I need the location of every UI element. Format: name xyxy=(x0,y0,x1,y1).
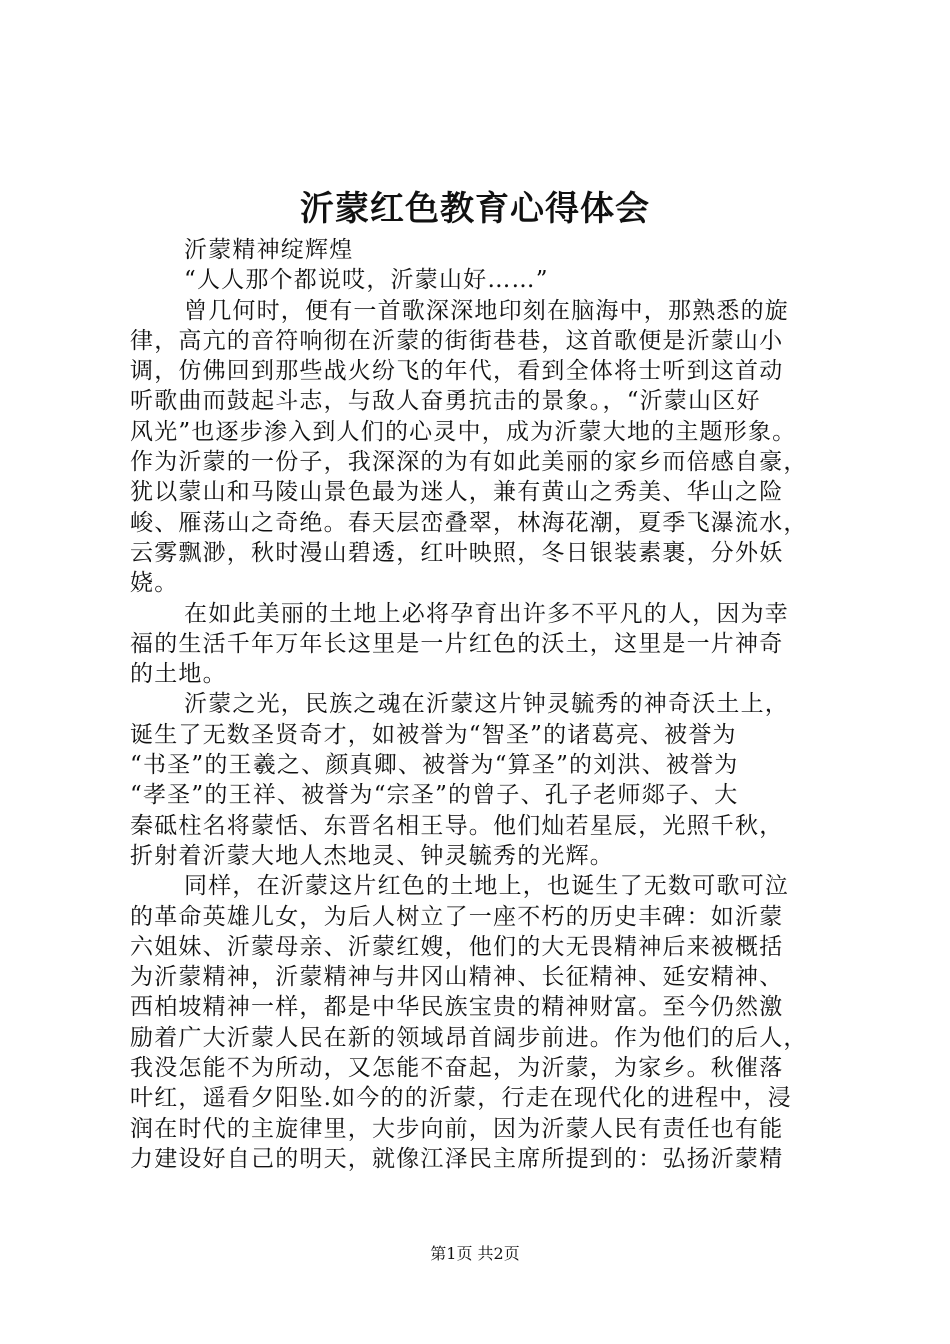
text-line: “孝圣”的王祥、被誉为“宗圣”的曾子、孔子老师郯子、大 xyxy=(130,782,739,809)
text-line: 励着广大沂蒙人民在新的领域昂首阔步前进。作为他们的后人， xyxy=(130,1024,808,1051)
text-line: 力建设好自己的明天，就像江泽民主席所提到的：弘扬沂蒙精 xyxy=(130,1145,784,1172)
text-line: 折射着沂蒙大地人杰地灵、钟灵毓秀的光辉。 xyxy=(130,842,614,869)
text-line: 沂蒙之光，民族之魂在沂蒙这片钟灵毓秀的神奇沃土上， xyxy=(184,691,789,718)
text-line: 峻、雁荡山之奇绝。春天层峦叠翠，林海花潮，夏季飞瀑流水， xyxy=(130,509,808,536)
text-line: 福的生活千年万年长这里是一片红色的沃土，这里是一片神奇 xyxy=(130,630,784,657)
text-line: 犹以蒙山和马陵山景色最为迷人，兼有黄山之秀美、华山之险 xyxy=(130,479,784,506)
text-line: 的革命英雄儿女，为后人树立了一座不朽的历史丰碑：如沂蒙 xyxy=(130,903,784,930)
text-line: 润在时代的主旋律里，大步向前，因为沂蒙人民有责任也有能 xyxy=(130,1115,784,1142)
text-line: 在如此美丽的土地上必将孕育出许多不平凡的人，因为幸 xyxy=(184,600,789,627)
text-line: 风光”也逐步渗入到人们的心灵中，成为沂蒙大地的主题形象。 xyxy=(130,418,797,445)
text-line: “人人那个都说哎，沂蒙山好……” xyxy=(184,267,549,294)
page-footer: 第1页 共2页 xyxy=(430,1244,520,1263)
document-title: 沂蒙红色教育心得体会 xyxy=(300,189,650,229)
text-line: 作为沂蒙的一份子，我深深的为有如此美丽的家乡而倍感自豪， xyxy=(130,449,808,476)
text-line: 叶红，遥看夕阳坠.如今的的沂蒙，行走在现代化的进程中，浸 xyxy=(130,1085,792,1112)
text-line: “书圣”的王羲之、颜真卿、被誉为“算圣”的刘洪、被誉为 xyxy=(130,752,739,779)
text-line: 西柏坡精神一样，都是中华民族宝贵的精神财富。至今仍然激 xyxy=(130,994,784,1021)
text-line: 曾几何时，便有一首歌深深地印刻在脑海中，那熟悉的旋 xyxy=(184,297,789,324)
text-line: 沂蒙精神绽辉煌 xyxy=(184,237,354,263)
text-line: 律，高亢的音符响彻在沂蒙的街街巷巷，这首歌便是沂蒙山小 xyxy=(130,327,784,354)
text-line: 云雾飘渺，秋时漫山碧透，红叶映照，冬日银装素裹，分外妖 xyxy=(130,539,784,566)
text-line: 的土地。 xyxy=(130,661,227,688)
text-line: 我没怎能不为所动，又怎能不奋起，为沂蒙，为家乡。秋催落 xyxy=(130,1055,784,1082)
text-line: 娆。 xyxy=(130,570,179,597)
text-line: 六姐妹、沂蒙母亲、沂蒙红嫂，他们的大无畏精神后来被概括 xyxy=(130,933,784,960)
text-line: 同样，在沂蒙这片红色的土地上，也诞生了无数可歌可泣 xyxy=(184,873,789,900)
text-line: 秦砥柱名将蒙恬、东晋名相王导。他们灿若星辰，光照千秋， xyxy=(130,812,784,839)
text-line: 为沂蒙精神，沂蒙精神与井冈山精神、长征精神、延安精神、 xyxy=(130,964,784,991)
text-line: 诞生了无数圣贤奇才，如被誉为“智圣”的诸葛亮、被誉为 xyxy=(130,721,737,748)
text-line: 调，仿佛回到那些战火纷飞的年代，看到全体将士听到这首动 xyxy=(130,358,784,385)
text-line: 听歌曲而鼓起斗志，与敌人奋勇抗击的景象。，“沂蒙山区好 xyxy=(130,388,761,415)
document-body xyxy=(130,235,850,1174)
